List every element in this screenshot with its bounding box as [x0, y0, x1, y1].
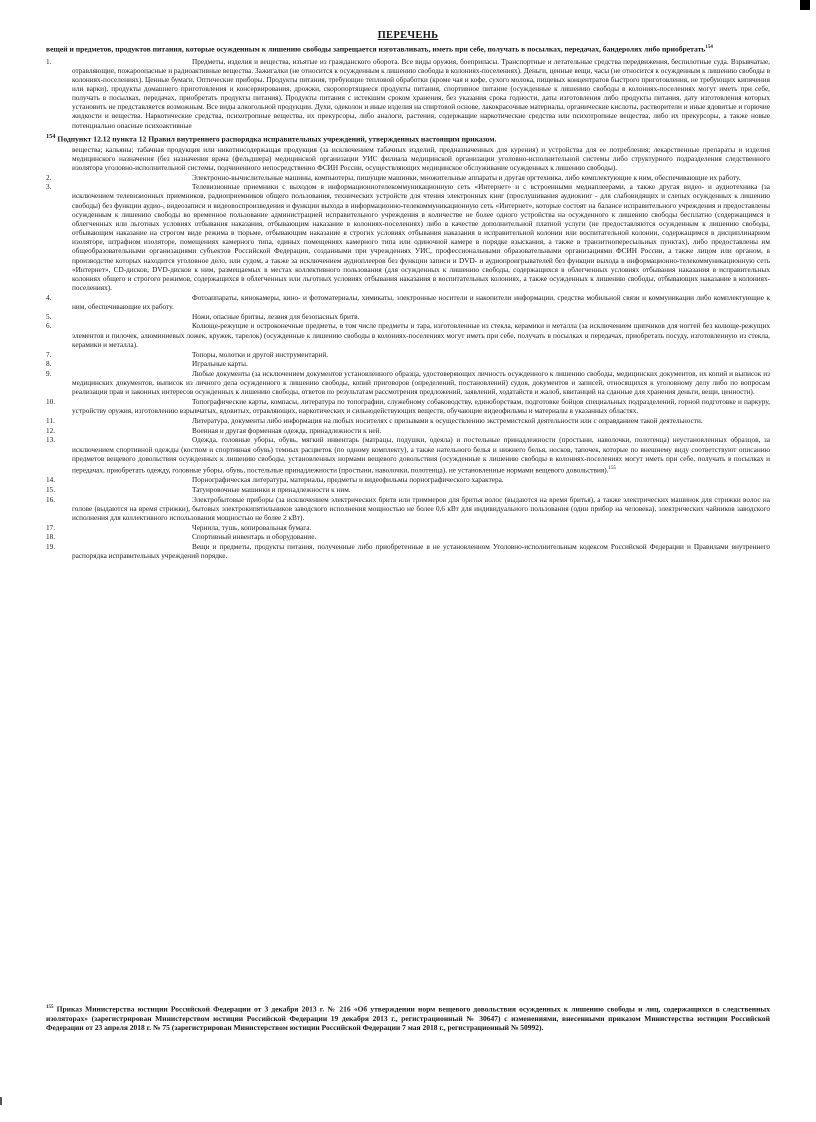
item-text: [72, 427, 770, 436]
item-number: 18.: [46, 533, 56, 542]
item-text: [72, 398, 770, 416]
footnote: [46, 1003, 770, 1033]
item-list: [46, 58, 770, 562]
note-ref: 154: [46, 132, 56, 140]
item-body: Чернила, тушь, копировальная бумага.: [192, 523, 312, 532]
item-body: Электробытовые приборы (за исключением электрических бритв или триммеров для бритья волос (выдаются на время бритья), а также электрических машинок для стрижки волос на голове (выдаются на время стрижки), бытовых электрокипятильников заводского исполнения мощностью не более 0,6 кВт для индивидуального пользования (один прибор на человека), электрических чайников заводского исполнения для коллективного использования мощностью не более 2 кВт).: [72, 495, 770, 522]
footnote-text: Приказ Министерства юстиции Российской Федерации от 3 декабря 2013 г. № 216 «Об утверждении норм вещевого довольствия осужденных к лишению свободы и лиц, содержащихся в следственных изоляторах» (зарегистрирован Министерством юстиции Российской Федерации 19 декабря 2013 г., регистрационный № 30647) с изменениями, внесенными приказом Министерства юстиции Российской Федерации от 23 апреля 2018 г. № 75 (зарегистрирован Министерством юстиции Российской Федерации 7 мая 2018 г., регистрационный № 50992).: [46, 1004, 770, 1033]
list-item: [46, 313, 770, 322]
list-item: [46, 360, 770, 369]
item-text: [72, 313, 770, 322]
item-number: 3.: [46, 183, 52, 192]
item-number: 7.: [46, 350, 52, 359]
item-body: Военная и другая форменная одежда, принадлежности к ней.: [192, 426, 382, 435]
item-number: 6.: [46, 322, 52, 331]
list-item: [46, 322, 770, 349]
item-number: 17.: [46, 523, 56, 532]
list-item: [46, 524, 770, 533]
note-text: Подпункт 12.12 пункта 12 Правил внутреннего распорядка исправительных учреждений, утвержденных настоящим приказом.: [57, 134, 497, 144]
item-text: [72, 486, 770, 495]
item-number: 15.: [46, 485, 56, 494]
item-body: Предметы, изделия и вещества, изъятые из гражданского оборота. Все виды оружия, боеприпасы. Транспортные и летательные средства передвижения, беспилотные суда. Взрывчатые, отравляющие, пожароопасные и радиоактивные вещества. Зажигалки (не относится к осужденным к лишению свободы в колониях-поселениях). Деньги, ценные вещи, часы (не относится к осужденным к лишению свободы в колониях-поселениях). Ценные бумаги. Оптические приборы. Продукты питания, требующие тепловой обработки (кроме чая и кофе, сухого молока, пищевых концентратов быстрого приготовления, не требующих кипячения или варки), продукты домашнего приготовления и консервирования, дрожжи, скоропортящиеся продукты питания, спортивное питание (осужденные к лишению свободы в колониях-поселениях могут иметь при себе, получать в посылках, передачах, приобретать продукты питания). Продукты питания с истекшим сроком хранения, без указания срока годности, даты изготовления либо продукты питания, дату изготовления которых установить не представляется возможным. Все виды алкогольной продукции. Духи, одеколон и иные изделия на спиртовой основе, лакокрасочные материалы, органические кислоты, растворители и иные ядовитые и горючие жидкости и вещества. Наркотические средства, психотропные вещества, их прекурсоры, либо аналоги, растения, содержащие наркотические средства или психотропные вещества, либо их прекурсоры, а также новые потенциально опасные психоактивные: [72, 57, 770, 130]
list-item: [46, 436, 770, 475]
list-item: [46, 476, 770, 485]
item-number: [46, 146, 72, 173]
scan-corner-mark: [800, 0, 810, 10]
item-body: Литература, документы либо информация на любых носителях с призывами к осуществлению экстремистской деятельности или с оправданием такой деятельности.: [192, 416, 703, 425]
footnote-note: [46, 132, 770, 144]
item-text: [72, 496, 770, 523]
item-body: Спортивный инвентарь и оборудование.: [192, 533, 317, 542]
item-number: 13.: [46, 436, 56, 445]
item-text: [72, 351, 770, 360]
item-body: вещества; кальяны; табачная продукция или никотинсодержащая продукция (за исключением табачных изделий, предназначенных для курения) и устройства для ее потребления; лекарственные препараты и изделия медицинского назначения (без назначения врача (фельдшера) медицинской организации УИС филиала медицинской организации уголовно-исполнительной системы либо структурного подразделения следственного изолятора уголовно-исполнительной системы, подчиненного непосредственно ФСИН России, осуществляющих медицинское обслуживание осужденных к лишению свободы).: [72, 145, 770, 172]
item-text: [72, 370, 770, 397]
item-text: [72, 360, 770, 369]
list-item: [46, 496, 770, 523]
item-text: [72, 58, 770, 131]
item-body: Колюще-режущие и остроконечные предметы, в том числе предметы и тара, изготовленные из стекла, керамики и металла (за исключением щипчиков для ногтей без колюще-режущих элементов и пилочек, алюминиевых ложек, кружек, тарелок) (осужденные к лишению свободы в колониях-поселениях могут иметь при себе, получать в посылках и передачах, приобретать посуду, изготовленную из стекла, керамики и металла).: [72, 322, 770, 349]
item-number: 11.: [46, 416, 55, 425]
list-item: [46, 58, 770, 131]
item-body: Татуировочные машинки и принадлежности к ним.: [192, 485, 351, 494]
item-body: Вещи и предметы, продукты питания, полученные либо приобретенные в не установленном Уголовно-исполнительным кодексом Российской Федерации и Правилами внутреннего распорядка исправительных учреждений порядке.: [72, 543, 770, 561]
item-body: Ножи, опасные бритвы, лезвия для безопасных бритв.: [192, 312, 360, 321]
item-number: 19.: [46, 543, 56, 552]
list-item: [46, 294, 770, 312]
footnote-ref: 155: [46, 1005, 54, 1010]
list-item: [46, 183, 770, 293]
subtitle-footnote-ref: 154: [705, 45, 713, 50]
item-text: [72, 174, 770, 183]
scan-edge-mark: [0, 1097, 2, 1105]
item-number: 1.: [46, 57, 52, 66]
item-number: 10.: [46, 398, 56, 407]
item-text: [72, 294, 770, 312]
item-body: Фотоаппараты, кинокамеры, кино- и фотоматериалы, химикаты, электронные носители и накопители информации, средства мобильной связи и коммуникации либо комплектующие к ним, обеспечивающие их работу.: [72, 293, 770, 311]
item-text: [72, 322, 770, 349]
document-title: ПЕРЕЧЕНЬ: [377, 30, 439, 41]
list-item: [46, 533, 770, 542]
list-item: [46, 351, 770, 360]
item-body: Электронно-вычислительные машины, компьютеры, пишущие машинки, множительные аппараты и другая оргтехника, либо комплектующие к ним, обеспечивающие их работу.: [192, 173, 741, 182]
item-text: [72, 436, 770, 475]
item-footnote-ref: 155: [608, 465, 616, 471]
item-number: 12.: [46, 426, 56, 435]
item-number: 2.: [46, 173, 52, 182]
item-text: [72, 476, 770, 485]
item-text: [72, 533, 770, 542]
item-number: 5.: [46, 312, 52, 321]
item-text: [72, 417, 770, 426]
list-item: [46, 427, 770, 436]
item-body: Топографические карты, компасы, литература по топографии, служебному собаководству, единоборствам, подготовке бойцов специальных подразделений, горной подготовке и паркуру, устройству оружия, изготовлению взрывчатых, ядовитых, отравляющих, наркотических и сильнодействующих веществ, обучающие видеофильмы и материалы в указанных областях.: [72, 398, 770, 416]
list-item: [46, 146, 770, 173]
list-item: [46, 370, 770, 397]
item-body: Любые документы (за исключением документов установленного образца, удостоверяющих личность осужденного к лишению свободы, медицинских документов, их копий и выписок из медицинских документов, выписок из личного дела осужденного к лишению свободы, копий приговоров (определений, постановлений) судов, документов и записей, относящихся к уголовному делу либо по вопросам реализации прав и законных интересов осужденных к лишению свободы, ответов по результатам рассмотрения предложений, заявлений, ходатайств и жалоб, квитанций на сданные для хранения деньги, вещи, ценности).: [72, 370, 770, 397]
list-item: [46, 417, 770, 426]
item-text: [72, 146, 770, 173]
item-text: [72, 543, 770, 561]
item-number: 8.: [46, 360, 52, 369]
list-item: [46, 398, 770, 416]
document-subtitle: [46, 43, 770, 54]
list-item: [46, 486, 770, 495]
list-item: [46, 543, 770, 561]
item-body: Телевизионные приемники с выходом в информационнотелекоммуникационную сеть «Интернет» и с встроенными медиаплеерами, а также другая видео- и аудиотехника (за исключением телевизионных приемников, радиоприемников общего пользования, технических устройств для чтения электронных книг (прослушивания аудиокниг - для слабовидящих и слепых осужденных к лишению свободы) без функции аудио-, видеозаписи и видеовоспроизведения и функции выхода в информационно-телекоммуникационную сеть «Интернет», которые состоят на балансе исправительного учреждения и предоставлены осужденным к лишению свободы во временное пользование администрацией исправительного учреждения в количестве не более одного устройства на осужденного к лишению свободы бесплатно (содержащимся в облегченных или льготных условиях отбывания наказания, отбывающим наказание в колониях-поселениях) либо в качестве дополнительной платной услуги (не предоставляются осужденным к лишению свободы, отбывающим наказание на строгом виде режима в тюрьме, отбывающим наказание в строгих условиях отбывания наказания в исправительной колонии или воспитательной колонии, содержащимся в дисциплинарном изоляторе, штрафном изоляторе, помещениях камерного типа, единых помещениях камерного типа или одиночной камере в порядке взыскания, а также в транзитнопересыльных пунктах), либо предоставлены им общеобразовательными организациями субъектов Российской Федерации, созданными при учреждениях УИС, профессиональными образовательными организациями ФСИН России, а также лицом или органом, в производстве которых находится уголовное дело, или судом, а также за исключением аудиоплееров без функции записи и DVD- и аудиопроигрывателей без функции выхода в информационно-телекоммуникационную сеть «Интернет», CD-дисков, DVD-дисков к ним, размещаемых в местах коллективного пользования (для осужденных к лишению свободы, содержащихся в облегченных условиях отбывания наказания в исправительных колониях общего и строгого режимов, содержащихся в облегченных или льготных условиях отбывания наказания в воспитательных колониях, а также осужденных к лишению свободы, отбывающих наказание в колониях-поселениях).: [72, 183, 770, 293]
item-number: 14.: [46, 476, 56, 485]
item-number: 9.: [46, 370, 52, 379]
item-number: 16.: [46, 495, 56, 504]
item-body: Игральные карты.: [192, 360, 248, 369]
item-body: Топоры, молотки и другой инструментарий.: [192, 350, 329, 359]
item-number: 4.: [46, 293, 52, 302]
subtitle-text: вещей и предметов, продуктов питания, которые осужденным к лишению свободы запрещается изготавливать, иметь при себе, получать в посылках, передачах, бандеролях либо приобретать: [46, 44, 706, 54]
item-text: [72, 524, 770, 533]
item-body: Порнографическая литература, материалы, предметы и видеофильмы порнографического характера.: [192, 476, 504, 485]
list-item: [46, 174, 770, 183]
item-text: [72, 183, 770, 293]
item-body: Одежда, головные уборы, обувь, мягкий инвентарь (матрацы, подушки, одеяла) и постельные принадлежности (простыни, наволочки, полотенца) неустановленных образцов, за исключением спортивной одежды (костюм и спортивная обувь) темных расцветок (по одному комплекту), а также нательного белья и нижнего белья, носков, тапочек, которые по внешнему виду соответствуют описанию предметов вещевого довольствия осужденных к лишению свободы, установленных нормами вещевого довольствия (осужденные к лишению свободы в колониях-поселениях могут иметь при себе, получать в посылках и передачах, приобретать одежду, головные уборы, обувь, постельные принадлежности (простыни, наволочки, полотенца), не установленные нормами вещевого довольствия).: [72, 436, 770, 475]
